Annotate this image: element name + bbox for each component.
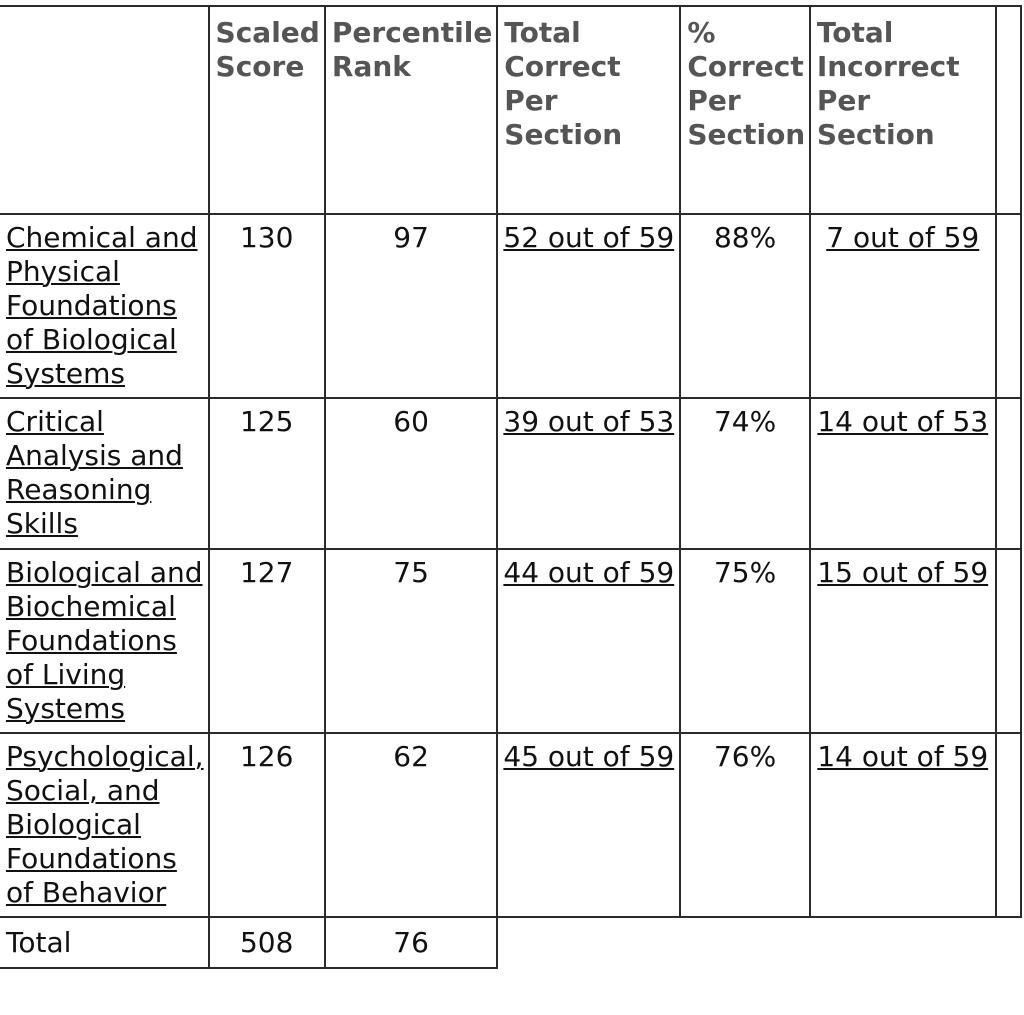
header-total-correct: Total Correct Per Section (497, 6, 680, 214)
header-overflow-column (996, 6, 1021, 214)
table-row (0, 214, 1021, 398)
scaled-score-cell: 127 (209, 549, 325, 733)
header-percent-correct: % Correct Per Section (680, 6, 810, 214)
percentile-rank-cell: 62 (325, 733, 497, 917)
section-link[interactable]: Critical Analysis and Reasoning Skills (6, 405, 183, 540)
empty-cell (996, 917, 1021, 968)
total-percentile-rank: 76 (325, 917, 497, 968)
percent-correct-cell: 74% (680, 398, 810, 549)
total-correct-link[interactable]: 39 out of 53 (503, 405, 675, 438)
total-incorrect-link[interactable]: 14 out of 59 (817, 740, 989, 773)
table-row (0, 398, 1021, 549)
total-incorrect-cell (810, 549, 996, 733)
table-row (0, 733, 1021, 917)
total-incorrect-cell (810, 733, 996, 917)
scaled-score-cell: 126 (209, 733, 325, 917)
header-row (0, 6, 1021, 214)
total-correct-link[interactable]: 45 out of 59 (503, 740, 675, 773)
percentile-rank-cell: 75 (325, 549, 497, 733)
total-correct-cell (497, 214, 680, 398)
section-link[interactable]: Biological and Biochemical Foundations of Living Systems (6, 556, 203, 725)
header-percentile-rank: Percentile Rank (325, 6, 497, 214)
section-cell (0, 549, 209, 733)
scaled-score-cell: 130 (209, 214, 325, 398)
total-correct-link[interactable]: 44 out of 59 (503, 556, 675, 589)
section-link[interactable]: Chemical and Physical Foundations of Biological Systems (6, 221, 198, 390)
total-label: Total (0, 917, 209, 968)
score-report-table (0, 5, 1022, 969)
overflow-cell (996, 733, 1021, 917)
header-section (0, 6, 209, 214)
overflow-cell (996, 398, 1021, 549)
section-cell (0, 733, 209, 917)
header-scaled-score: Scaled Score (209, 6, 325, 214)
total-correct-cell (497, 549, 680, 733)
total-incorrect-link[interactable]: 7 out of 59 (826, 221, 980, 254)
total-correct-link[interactable]: 52 out of 59 (503, 221, 675, 254)
total-scaled-score: 508 (209, 917, 325, 968)
section-cell (0, 214, 209, 398)
total-correct-cell (497, 733, 680, 917)
scaled-score-cell: 125 (209, 398, 325, 549)
total-row (0, 917, 1021, 968)
section-cell (0, 398, 209, 549)
percent-correct-cell: 75% (680, 549, 810, 733)
total-correct-cell (497, 398, 680, 549)
percent-correct-cell: 76% (680, 733, 810, 917)
total-incorrect-link[interactable]: 15 out of 59 (817, 556, 989, 589)
total-incorrect-link[interactable]: 14 out of 53 (817, 405, 989, 438)
percentile-rank-cell: 60 (325, 398, 497, 549)
section-link[interactable]: Psychological, Social, and Biological Foundations of Behavior (6, 740, 204, 909)
overflow-cell (996, 214, 1021, 398)
percentile-rank-cell: 97 (325, 214, 497, 398)
table-row (0, 549, 1021, 733)
percent-correct-cell: 88% (680, 214, 810, 398)
empty-cell (497, 917, 680, 968)
total-incorrect-cell (810, 398, 996, 549)
overflow-cell (996, 549, 1021, 733)
total-incorrect-cell (810, 214, 996, 398)
empty-cell (810, 917, 996, 968)
empty-cell (680, 917, 810, 968)
header-total-incorrect: Total Incorrect Per Section (810, 6, 996, 214)
